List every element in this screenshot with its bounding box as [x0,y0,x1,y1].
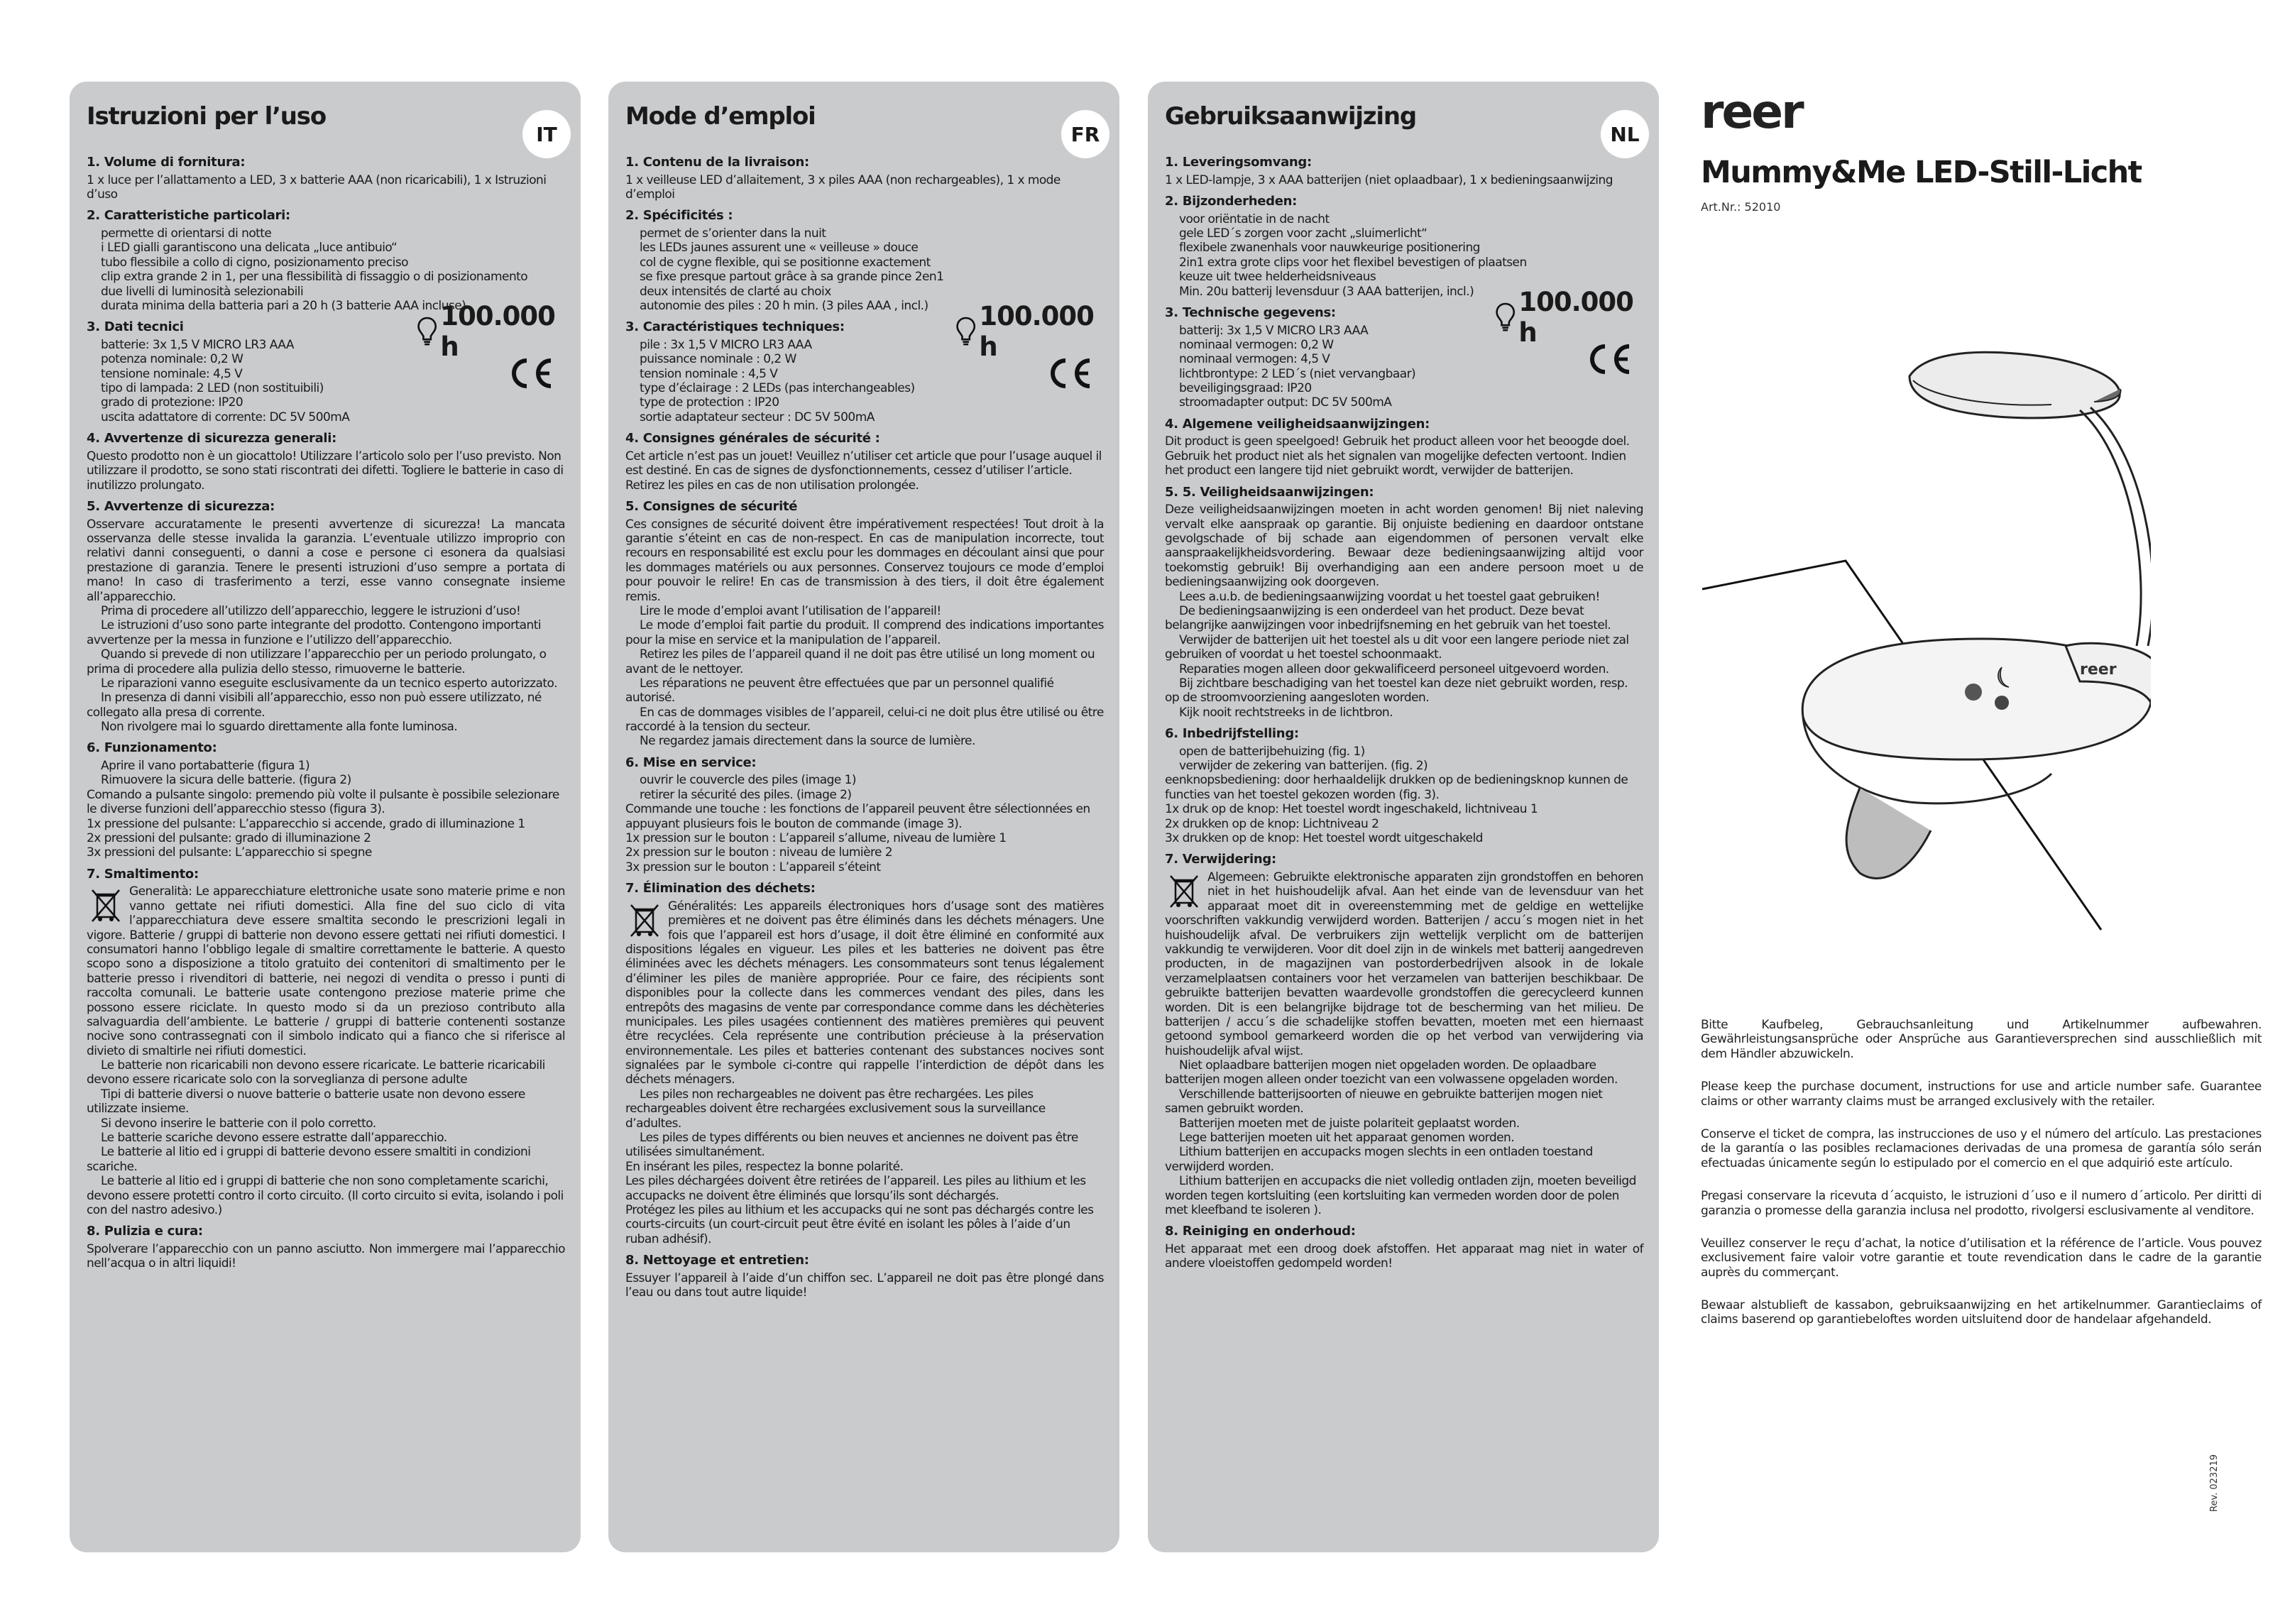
section-heading: 1. Leveringsomvang: [1165,155,1312,170]
section-text: Osservare accuratamente le presenti avvertenze di sicurezza! La mancata osservanza delle stesse invalida la garanzia. L’eventuale utilizzo improprio con relativi danni conseguenti, o danni a cose e persone ci esonera da qualsiasi prestazione di garanzia. Tenere le presenti istruzioni d’uso sempre a portata di mano! In caso di trasferimento a terzi, esse vanno consegnate insieme all’apparecchio. [87,517,565,604]
panel-french [608,82,1119,1552]
article-number: Art.Nr.: 52010 [1701,200,1781,214]
panel-italian [70,82,581,1552]
list-item: due livelli di luminosità selezionabili [101,284,304,299]
section-general-safety [1165,417,1643,478]
section-features [1165,194,1643,299]
lifetime-hours: 100.000 h [440,301,555,363]
section-text: 1 x luce per l’allattamento a LED, 3 x batterie AAA (non ricaricabili), 1 x Istruzioni d’uso [87,172,547,202]
section-heading: 4. Avvertenze di sicurezza generali: [87,431,337,446]
section-text: Tipi di batterie diversi o nuove batterie o batterie usate non devono essere utilizzate insieme. [87,1087,525,1116]
section-text: Non rivolgere mai lo sguardo direttamente alla fonte luminosa. [101,720,458,735]
list-item: 1x pression sur le bouton : L’appareil s’allume, niveau de lumière 1 [625,831,1007,846]
section-text: Comando a pulsante singolo: premendo più volte il pulsante è possibile selezionare le diverse funzioni dell’apparecchio stesso (figura 3). [87,787,559,817]
section-text: Lire le mode d’emploi avant l’utilisation de l’appareil! [640,603,941,618]
section-text: 1 x veilleuse LED d’allaitement, 3 x piles AAA (non rechargeables), 1 x mode d’emploi [625,172,1061,202]
list-item: pile : 3x 1,5 V MICRO LR3 AAA [640,337,812,352]
revision-label: Rev. 023219 [2209,1454,2220,1512]
section-heading: 5. Avvertenze di sicurezza: [87,499,275,515]
section-features [87,208,565,313]
press-list [1165,802,1643,845]
section-text: Si devono inserire le batterie con il polo corretto. [101,1116,376,1131]
list-item: tipo di lampada: 2 LED (non sostituibili) [101,381,324,396]
section-text: Le batterie non ricaricabili non devono essere ricaricate. Le batterie ricaricabili devono essere ricaricate solo con la sorveglianza di persone adulte [87,1058,545,1087]
section-text: Le riparazioni vanno eseguite esclusivamente da un tecnico esperto autorizzato. [101,676,557,691]
step-list [1165,745,1643,803]
section-text: Les piles non rechargeables ne doivent pas être rechargées. Les piles rechargeables doivent être rechargées exclusivement sous la surveillance d’adultes. [625,1087,1046,1131]
list-item: 3x pressioni del pulsante: L’apparecchio si spegne [87,845,372,860]
product-title: Mummy&Me LED-Still-Licht [1701,155,2142,190]
list-item: tension nominale : 4,5 V [640,366,778,381]
lifetime-ce-box [955,301,1101,399]
section-text: Les piles de types différents ou bien neuves et anciennes ne doivent pas être utilisées simultanément. [625,1131,1078,1160]
press-list [87,817,565,860]
section-text: En cas de dommages visibles de l’appareil, celui-ci ne doit plus être utilisé ou être raccordé à la tension du secteur. [625,705,1104,735]
section-text: Les réparations ne peuvent être effectuées que par un personnel qualifié autorisé. [625,676,1054,706]
lifetime-ce-box [1495,286,1640,385]
feature-list [1165,212,1643,299]
section-heading: 4. Consignes générales de sécurité : [625,431,880,446]
list-item: autonomie des piles : 20 h min. (3 piles AAA , incl.) [640,298,928,313]
list-item: eenknopsbediening: door herhaaldelijk drukken op de bedieningsknop kunnen de functies van het toestel gekozen worden (fig. 3). [1165,773,1628,802]
notice-fr: Veuillez conserver le reçu d’achat, la notice d’utilisation et la référence de l’article. Vous pouvez exclusivement faire valoir votre garantie et toute revendication dans le cadre de la garantie auprès du commerçant. [1701,1236,2262,1280]
list-item: sortie adaptateur secteur : DC 5V 500mA [640,410,875,424]
section-text: Questo prodotto non è un giocattolo! Utilizzare l’articolo solo per l’uso previsto. Non utilizzare il prodotto, se sono stati riscontrati dei difetti. Togliere le batterie in caso di inutilizzo prolungato. [87,449,564,493]
list-item: gele LED´s zorgen voor zacht „sluimerlicht“ [1179,226,1428,241]
list-item: type d’éclairage : 2 LEDs (pas interchangeables) [640,381,915,396]
section-operation [87,740,565,860]
section-text: Cet article n’est pas un jouet! Veuillez n’utiliser cet article que pour l’usage auquel il est destiné. En cas de signes de dysfonctionnements, cessez d’utiliser l’article. Retirez les piles en cas de non utilisation prolongée. [625,449,1102,493]
section-text: Lithium batterijen en accupacks mogen slechts in een ontladen toestand verwijderd worden. [1165,1145,1593,1174]
section-text: Reparaties mogen alleen door gekwalificeerd personeel uitgevoerd worden. [1179,662,1609,676]
section-heading: 1. Contenu de la livraison: [625,155,809,170]
lifetime-hours: 100.000 h [979,301,1094,363]
list-item: se fixe presque partout grâce à sa grande pince 2en1 [640,270,944,285]
feature-list [625,226,1104,313]
list-item: 1x druk op de knop: Het toestel wordt ingeschakeld, lichtniveau 1 [1165,802,1538,817]
section-heading: 8. Pulizia e cura: [87,1224,203,1239]
list-item: open de batterijbehuizing (fig. 1) [1179,744,1365,759]
list-item: keuze uit twee helderheidsniveaus [1179,270,1376,285]
list-item: Min. 20u batterij levensduur (3 AAA batterijen, incl.) [1179,284,1474,299]
panel-header [87,104,565,148]
section-heading: 8. Reiniging en onderhoud: [1165,1224,1356,1239]
ce-mark-icon [1044,355,1094,392]
list-item: batterij: 3x 1,5 V MICRO LR3 AAA [1179,323,1369,338]
notice-it: Pregasi conservare la ricevuta d´acquisto, le istruzioni d´uso e il numero d´articolo. Per diritti di garanzia o promesse della garanzia inclusa nel prodotto, rivolgersi esclusivamente al venditore. [1701,1189,2262,1218]
list-item: flexibele zwanenhals voor nauwkeurige positionering [1179,241,1480,256]
section-text: In presenza di danni visibili all’apparecchio, esso non può essere utilizzato, né collegato alla presa di corrente. [87,691,542,720]
list-item: Rimuovere la sicura delle batterie. (figura 2) [101,773,351,788]
list-item: 3x drukken op de knop: Het toestel wordt uitgeschakeld [1165,831,1483,846]
list-item: permette di orientarsi di notte [101,226,272,241]
section-heading: 8. Nettoyage et entretien: [625,1253,809,1268]
section-general-safety [87,431,565,493]
notice-de: Bitte Kaufbeleg, Gebrauchsanleitung und Artikelnummer aufbewahren. Gewährleistungsansprüche oder Ansprüche aus Garantieversprechen sind ausschließlich mit dem Händler abzuwickeln. [1701,1018,2262,1061]
list-item: nominaal vermogen: 4,5 V [1179,352,1330,367]
svg-text:reer: reer [2080,661,2117,679]
section-heading: 1. Volume di fornitura: [87,155,246,170]
list-item: beveiligingsgraad: IP20 [1179,381,1312,396]
list-item: retirer la sécurité des piles. (image 2) [640,787,852,802]
section-safety [87,499,565,734]
section-text: Essuyer l’appareil à l’aide d’un chiffon sec. L’appareil ne doit pas être plongé dans l’eau ou dans tout autre liquide! [625,1271,1104,1300]
section-heading: 3. Caractéristiques techniques: [625,319,845,335]
section-cleaning [625,1253,1104,1300]
section-text: Le batterie scariche devono essere estratte dall’apparecchio. [101,1131,447,1146]
panel-dutch [1148,82,1659,1552]
list-item: 1x pressione del pulsante: L’apparecchio si accende, grado di illuminazione 1 [87,816,525,831]
lifetime-ce-box [417,301,562,399]
ce-mark-icon [1584,341,1633,378]
lifetime-hours: 100.000 h [1518,286,1633,348]
section-heading: 6. Inbedrijfstelling: [1165,726,1299,742]
section-text: Algemeen: Gebruikte elektronische apparaten zijn grondstoffen en behoren niet in het huishoudelijk afval. Aan het einde van de levensduur van het apparaat moet dit in overeenstemming met de geldige en wettelijke voorschriften vakkundig verwijderd worden. Batterijen / accu´s mogen niet in het huishoudelijk afval. De verbruikers zijn wettelijk verplicht om de batterijen vakkundig te verwijderen. Voor dit doel zijn in de winkels met batterij aangedreven producten, in de magazijnen van postorderbedrijven alsook in de lokale verzamelplaatsen containers voor het verzamelen van batterijen beschikbaar. De gebruikte batterijen bevatten waardevolle grondstoffen die gerecycleerd kunnen worden. Dit is een belangrijke bijdrage tot de bescherming van het milieu. De batterijen / accu´s die schadelijke stoffen bevatten, moeten met een hiernaast getoond symbool gemarkeerd worden die op het verbod van verwijdering via huishoudelijk afval wijst. [1165,870,1643,1058]
list-item: col de cygne flexible, qui se positionne exactement [640,255,931,270]
list-item: stroomadapter output: DC 5V 500mA [1179,395,1392,410]
list-item: nominaal vermogen: 0,2 W [1179,337,1334,352]
brand-logo [1701,91,1885,136]
panel-header [1165,104,1643,148]
section-cleaning [1165,1224,1643,1271]
svg-text:reer: reer [1701,91,1802,136]
warranty-notices [1701,1018,2262,1346]
section-text: 1 x LED-lampje, 3 x AAA batterijen (niet oplaadbaar), 1 x bedieningsaanwijzing [1165,172,1613,187]
light-bulb-icon [1495,300,1516,335]
step-list [625,773,1104,802]
list-item: les LEDs jaunes assurent une « veilleuse » douce [640,241,919,256]
list-item: Aprire il vano portabatterie (figura 1) [101,759,310,774]
press-list [625,831,1104,874]
section-heading: 5. Consignes de sécurité [625,499,798,515]
ce-mark-icon [505,355,555,392]
section-text: Ces consignes de sécurité doivent être impérativement respectées! Tout droit à la garantie s’éteint en cas de non-respect. En cas de manipulation incorrecte, tout recours en responsabilité est exclu pour les dommages en découlant ainsi que pour les dommages matériels ou aux personnes. Conservez toujours ce mode d’emploi pour pouvoir le relire! En cas de transmission à des tiers, il doit être également remis. [625,517,1104,604]
crossed-bin-icon [625,901,664,939]
section-general-safety [625,431,1104,493]
section-heading: 7. Smaltimento: [87,866,199,882]
section-contents [87,155,565,202]
crossed-bin-icon [1165,872,1203,910]
list-item: 2in1 extra grote clips voor het flexibel bevestigen of plaatsen [1179,255,1527,270]
language-badge: FR [1061,110,1109,158]
section-text: Généralités: Les appareils électroniques hors d’usage sont des matières premières et ne doivent pas être éliminés dans les déchets ménagers. Une fois que l’appareil est hors d’usage, il doit être éliminé en conformité aux dispositions légales en vigueur. Les piles et les batteries ne doivent pas être éliminées avec les déchets ménagers. Les consommateurs sont tenus légalement d’éliminer les piles de manière appropriée. Pour ce faire, des récipients sont disponibles pour la collecte dans les commerces vendant des piles, dans les entrepôts des magasins de vente par correspondance comme dans les déchèteries municipales. Les piles usagées contiennent des matières premières qui peuvent être recyclées. Cela représente une contribution précieuse à la préservation environnementale. Les piles et batteries contenant des substances nocives sont signalées par le symbole ci-contre qui rappelle l’interdiction de dépôt dans les déchets ménagers. [625,899,1104,1087]
light-bulb-icon [955,314,976,349]
section-text: Protégez les piles au lithium et les accupacks qui ne sont pas déchargés contre les courts-circuits (un court-circuit peut être évité en isolant les pôles à l’aide d’un ruban adhésif). [625,1202,1094,1246]
section-text: Commande une touche : les fonctions de l’appareil peuvent être sélectionnées en appuyant plusieurs fois le bouton de commande (image 3). [625,802,1090,831]
section-contents [1165,155,1643,187]
section-text: De bedieningsaanwijzing is een onderdeel van het product. Deze bevat belangrijke aanwijzingen voor inbedrijfsneming en het gebruik van het toestel. [1165,603,1611,633]
list-item: 2x pression sur le bouton : niveau de lumière 2 [625,845,893,860]
section-text: Le batterie al litio ed i gruppi di batterie che non sono completamente scarichi, devono essere protetti contro il corto circuito. (Il corto circuito si evita, isolando i poli con del nastro adesivo.) [87,1174,564,1217]
list-item: batterie: 3x 1,5 V MICRO LR3 AAA [101,337,294,352]
section-text: Het apparaat met een droog doek afstoffen. Het apparaat mag niet in water of andere vloeistoffen gedompeld worden! [1165,1241,1643,1271]
section-safety [1165,485,1643,720]
notice-en: Please keep the purchase document, instructions for use and article number safe. Guarantee claims or other warranty claims must be arranged exclusively with the retailer. [1701,1080,2262,1109]
section-heading: 6. Funzionamento: [87,740,217,756]
list-item: ouvrir le couvercle des piles (image 1) [640,773,856,788]
list-item: potenza nominale: 0,2 W [101,352,243,367]
section-text: Verwijder de batterijen uit het toestel als u dit voor een langere periode niet zal gebruiken of voordat u het toestel schoonmaakt. [1165,632,1629,662]
section-text: Lege batterijen moeten uit het apparaat genomen worden. [1179,1131,1515,1146]
step-list [87,759,565,788]
section-text: En insérant les piles, respectez la bonne polarité. [625,1159,904,1174]
section-text: Le istruzioni d’uso sono parte integrante del prodotto. Contengono importanti avvertenze per la messa in funzione e l’utilizzo dell’apparecchio. [87,618,542,647]
section-text: Le batterie al litio ed i gruppi di batterie devono essere smaltiti in condizioni scariche. [87,1145,531,1174]
section-text: Spolverare l’apparecchio con un panno asciutto. Non immergere mai l’apparecchio nell’acqua o in altri liquidi! [87,1241,565,1271]
section-text: Retirez les piles de l’appareil quand il ne doit pas être utilisé un long moment ou avant de le nettoyer. [625,647,1095,676]
section-operation [1165,726,1643,845]
section-heading: 2. Bijzonderheden: [1165,193,1298,209]
panel-title: Istruzioni per l’uso [87,102,326,131]
panel-header [625,104,1104,148]
section-safety [625,499,1104,749]
panel-title: Gebruiksaanwijzing [1165,102,1416,131]
list-item: uscita adattatore di corrente: DC 5V 500mA [101,410,350,424]
language-badge: NL [1601,110,1649,158]
language-badge: IT [522,110,571,158]
section-text: Quando si prevede di non utilizzare l’apparecchio per un periodo prolungato, o prima di procedere alla pulizia dello stesso, rimuoverne le batterie. [87,647,547,676]
list-item: clip extra grande 2 in 1, per una flessibilità di fissaggio o di posizionamento [101,270,528,285]
list-item: i LED gialli garantiscono una delicata „luce antibuio“ [101,241,398,256]
section-text: Prima di procedere all’utilizzo dell’apparecchio, leggere le istruzioni d’uso! [101,603,521,618]
section-heading: 2. Caratteristiche particolari: [87,208,290,224]
section-heading: 3. Technische gegevens: [1165,304,1336,320]
list-item: 2x drukken op de knop: Lichtniveau 2 [1165,816,1379,831]
feature-list [87,226,565,313]
list-item: verwijder de zekering van batterijen. (fig. 2) [1179,759,1428,774]
list-item: grado di protezione: IP20 [101,395,243,410]
panel-title: Mode d’emploi [625,102,816,131]
list-item: type de protection : IP20 [640,395,779,410]
list-item: 2x pressioni del pulsante: grado di illuminazione 2 [87,831,371,846]
section-heading: 4. Algemene veiligheidsaanwijzingen: [1165,416,1430,432]
product-illustration [1697,334,2151,937]
section-text: Lithium batterijen en accupacks die niet volledig ontladen zijn, moeten beveiligd worden tegen kortsluiting (een kortsluiting kan vermeden worden door de polen met kleefband te isoleren ). [1165,1174,1636,1217]
list-item: voor oriëntatie in de nacht [1179,212,1330,226]
section-disposal [87,867,565,1218]
crossed-bin-icon [87,886,125,924]
list-item: tensione nominale: 4,5 V [101,366,243,381]
section-contents [625,155,1104,202]
section-heading: 2. Spécificités : [625,208,733,224]
section-disposal [1165,852,1643,1217]
section-text: Les piles déchargées doivent être retirées de l’appareil. Les piles au lithium et les accupacks ne doivent être éliminés que lorsqu’ils sont déchargés. [625,1174,1086,1203]
section-text: Bij zichtbare beschadiging van het toestel kan deze niet gebruikt worden, resp. op de stroomvoorziening aangesloten worden. [1165,676,1628,706]
section-text: Le mode d’emploi fait partie du produit. Il comprend des indications importantes pour la mise en service et la manipulation de l’appareil. [625,618,1104,647]
list-item: deux intensités de clarté au choix [640,284,831,299]
list-item: 3x pression sur le bouton : L’appareil s’éteint [625,860,881,874]
section-text: Batterijen moeten met de juiste polariteit geplaatst worden. [1179,1116,1520,1131]
list-item: durata minima della batteria pari a 20 h (3 batterie AAA incluse) [101,298,466,313]
section-cleaning [87,1224,565,1271]
section-text: Niet oplaadbare batterijen mogen niet opgeladen worden. De oplaadbare batterijen mogen alleen onder toezicht van een volwassene opgeladen worden. [1165,1058,1618,1087]
section-heading: 7. Élimination des déchets: [625,881,816,896]
section-text: Ne regardez jamais directement dans la source de lumière. [640,734,975,749]
section-heading: 3. Dati tecnici [87,319,184,335]
section-text: Kijk nooit rechtstreeks in de lichtbron. [1179,705,1393,720]
section-heading: 7. Verwijdering: [1165,852,1276,867]
section-disposal [625,881,1104,1246]
list-item: lichtbrontype: 2 LED´s (niet vervangbaar) [1179,366,1416,381]
section-operation [625,755,1104,874]
notice-nl: Bewaar alstublieft de kassabon, gebruiksaanwijzing en het artikelnummer. Garantieclaims of claims baserend op garantiebeloftes worden uitsluitend door de handelaar afgehandeld. [1701,1298,2262,1327]
list-item: puissance nominale : 0,2 W [640,352,796,367]
section-heading: 6. Mise en service: [625,755,757,770]
section-features [625,208,1104,313]
notice-es: Conserve el ticket de compra, las instrucciones de uso y el número del artículo. Las prestaciones de la garantía o las posibles reclamaciones derivadas de una promesa de garantía sólo serán efectuadas únicamente según lo estipulado por el comercio en el que adquirió este artículo. [1701,1126,2262,1170]
list-item: permet de s’orienter dans la nuit [640,226,826,241]
section-text: Deze veiligheidsaanwijzingen moeten in acht worden genomen! Bij niet naleving vervalt elke aanspraak op garantie. Bij onjuiste bediening en daardoor ontstane gevolgschade of bij schade aan eigendommen of personen vervalt elke aanspraakelijkheidsvordering. Bewaar deze bedieningsaanwijzing altijd voor toekomstig gebruik! Bij overhandiging aan een andere persoon moet u de bedieningsaanwijzing ook doorgeven. [1165,503,1643,590]
section-text: Verschillende batterijsoorten of nieuwe en gebruikte batterijen mogen niet samen gebruikt worden. [1165,1087,1603,1116]
section-heading: 5. 5. Veiligheidsaanwijzingen: [1165,484,1374,500]
list-item: tubo flessibile a collo di cigno, posizionamento preciso [101,255,408,270]
section-text: Dit product is geen speelgoed! Gebruik het product alleen voor het beoogde doel. Gebruik het product niet als het signalen van mogelijke defecten vertoont. Indien het product een langere tijd niet gebruikt wordt, verwijder de batterijen. [1165,434,1630,478]
section-text: Generalità: Le apparecchiature elettroniche usate sono materie prime e non vanno gettate nei rifiuti domestici. Alla fine del suo ciclo di vita l’apparecchiatura deve essere smaltita secondo le prescrizioni legali in vigore. Batterie / gruppi di batterie non devono essere gettati nei rifiuti domestici. I consumatori hanno l’obbligo legale di smaltire correttamente le batterie. A questo scopo sono a disposizione a titolo gratuito dei contenitori di smaltimento per le batterie presso i rivenditori di batterie, nei negozi di vendita o presso i punti di raccolta comunali. Le batterie usate contengono preziose materie prime che possono essere riciclate. In questo modo si da un prezioso contributo alla salvaguardia dell’ambiente. Le batterie / gruppi di batterie contenenti sostanze nocive sono contrassegnati con il simbolo indicato qui a fianco che si riferisce al divieto di smaltirle nei rifiuti domestici. [87,884,565,1058]
light-bulb-icon [417,314,437,349]
section-text: Lees a.u.b. de bedieningsaanwijzing voordat u het toestel gaat gebruiken! [1179,589,1600,604]
